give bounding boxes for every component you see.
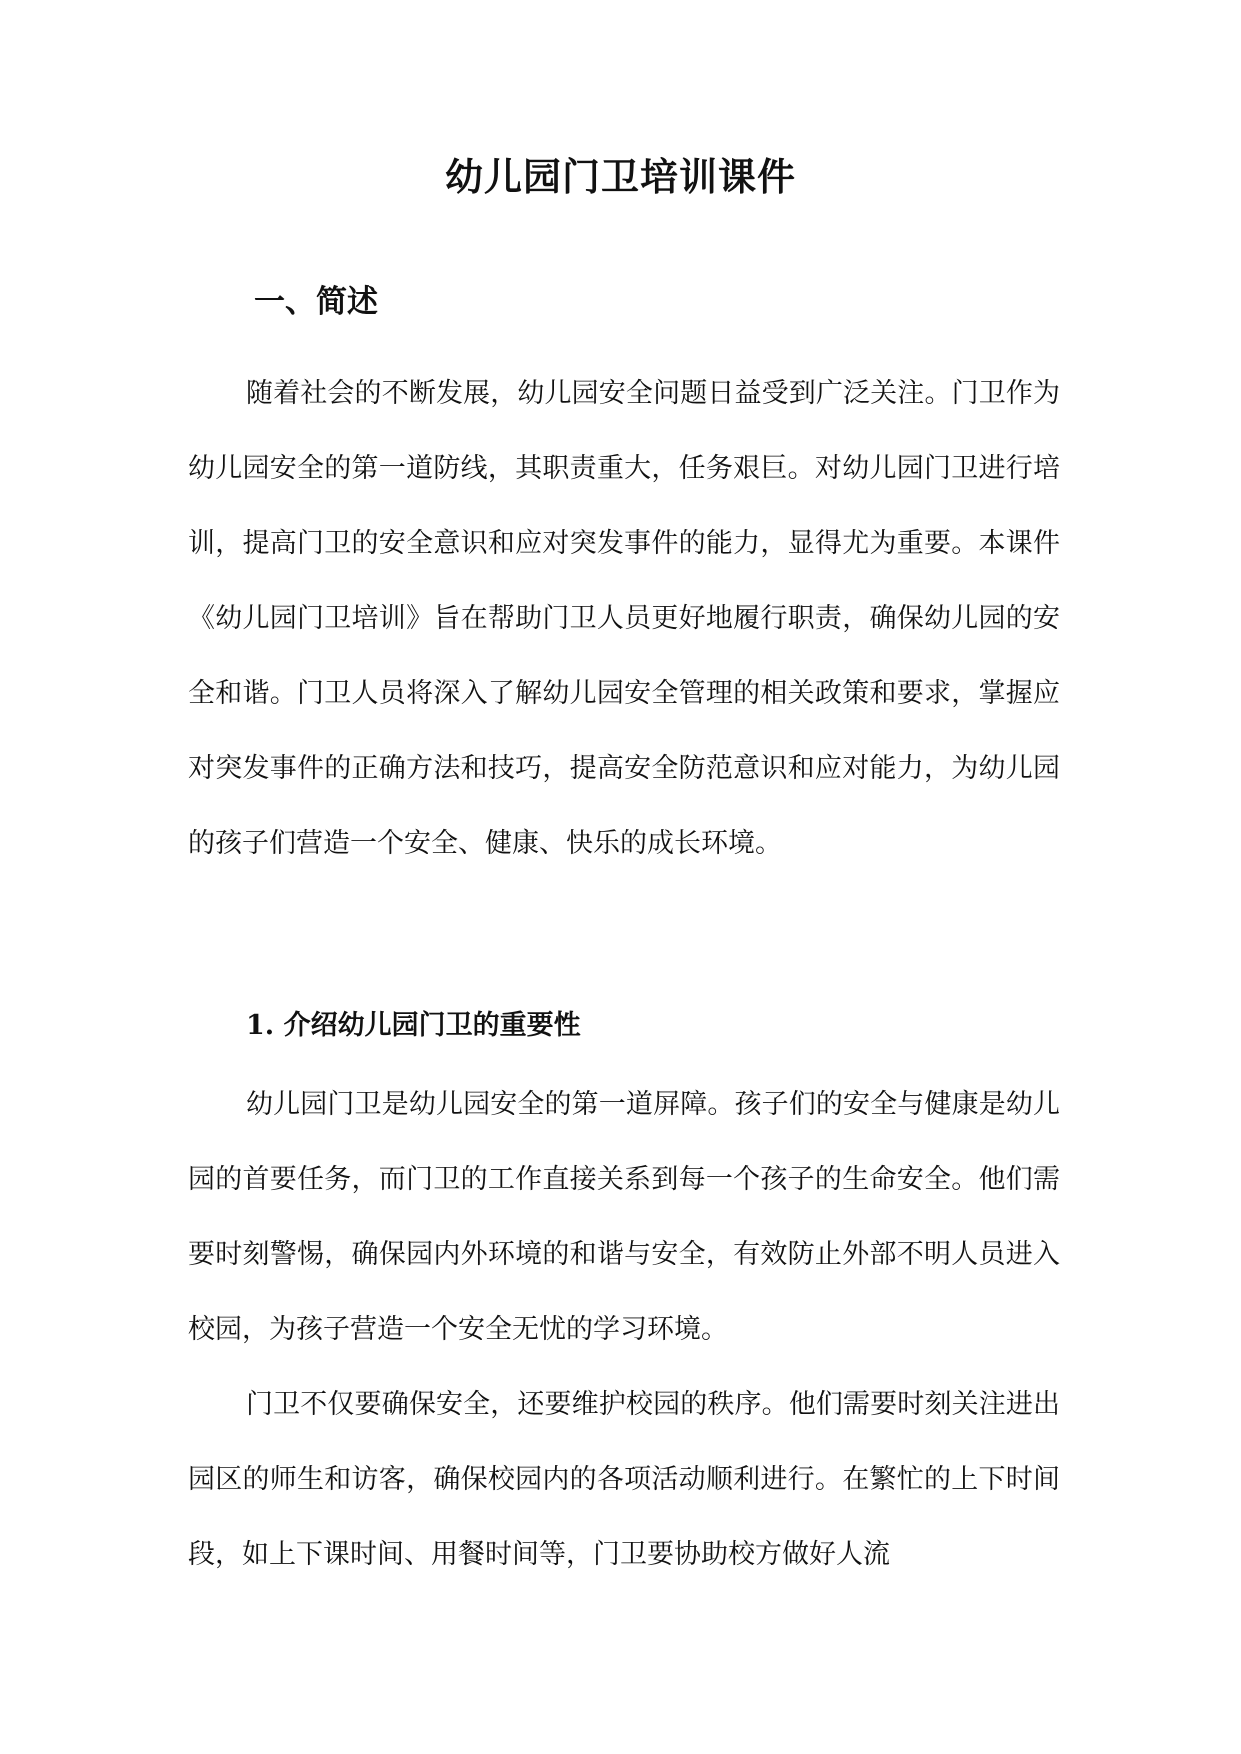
paragraph-intro: 随着社会的不断发展，幼儿园安全问题日益受到广泛关注。门卫作为幼儿园安全的第一道防线，其职责重大，任务艰巨。对幼儿园门卫进行培训，提高门卫的安全意识和应对突发事件的能力，显得尤为重要。本课件《幼儿园门卫培训》旨在帮助门卫人员更好地履行职责，确保幼儿园的安全和谐。门卫人员将深入了解幼儿园安全管理的相关政策和要求，掌握应对突发事件的正确方法和技巧，提高安全防范意识和应对能力，为幼儿园的孩子们营造一个安全、健康、快乐的成长环境。 xyxy=(188,378,1060,859)
paragraph-importance-1: 幼儿园门卫是幼儿园安全的第一道屏障。孩子们的安全与健康是幼儿园的首要任务，而门卫的工作直接关系到每一个孩子的生命安全。他们需要时刻警惕，确保园内外环境的和谐与安全，有效防止外部不明人员进入校园，为孩子营造一个安全无忧的学习环境。 xyxy=(188,1089,1060,1345)
paragraph-importance-2: 门卫不仅要确保安全，还要维护校园的秩序。他们需要时刻关注进出园区的师生和访客，确保校园内的各项活动顺利进行。在繁忙的上下时间段，如上下课时间、用餐时间等，门卫要协助校方做好人流 xyxy=(188,1389,1060,1570)
section-heading-overview: 一、简述 xyxy=(254,284,378,320)
subsection-heading-importance: 1. 介绍幼儿园门卫的重要性 xyxy=(246,1010,581,1041)
document-title: 幼儿园门卫培训课件 xyxy=(444,154,796,199)
